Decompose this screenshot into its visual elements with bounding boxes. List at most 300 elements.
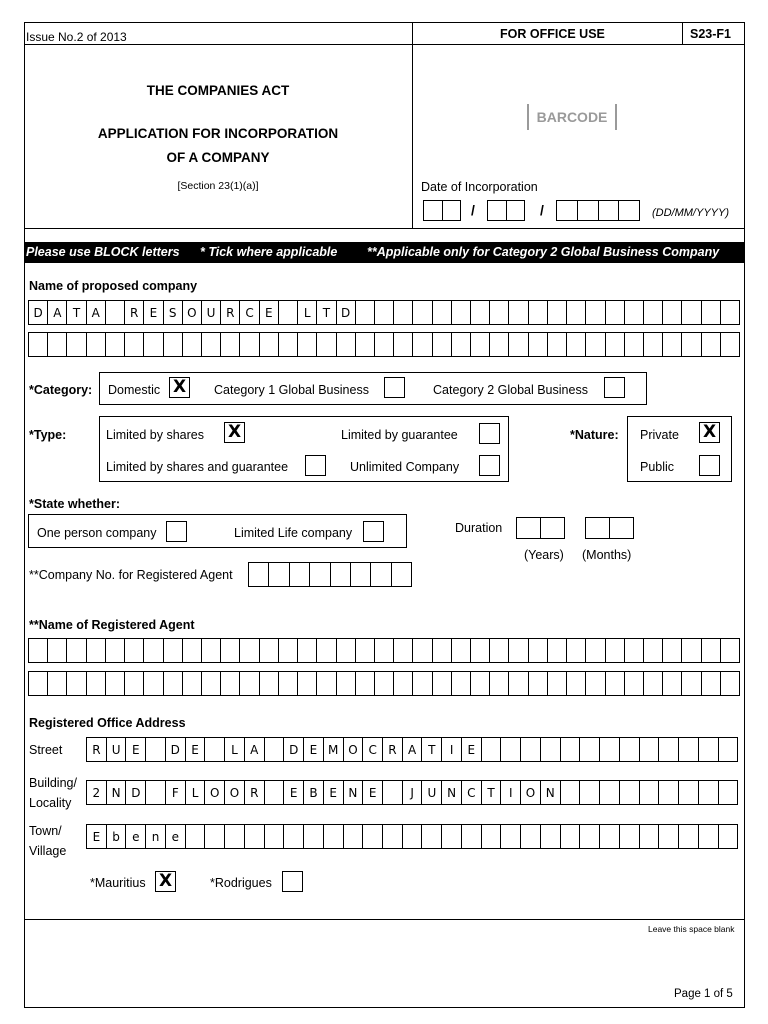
date-cell[interactable] <box>578 201 599 220</box>
char-box[interactable] <box>679 825 699 848</box>
char-box[interactable]: A <box>48 301 67 324</box>
char-box[interactable] <box>48 639 67 662</box>
char-box[interactable] <box>501 825 521 848</box>
date-cell[interactable] <box>619 201 639 220</box>
char-box[interactable] <box>580 781 600 804</box>
char-box[interactable] <box>452 301 471 324</box>
char-box[interactable] <box>606 301 625 324</box>
char-box[interactable] <box>567 301 586 324</box>
char-box[interactable] <box>221 333 240 356</box>
char-box[interactable] <box>719 781 738 804</box>
char-box[interactable]: E <box>363 781 383 804</box>
char-box[interactable] <box>413 301 432 324</box>
char-box[interactable] <box>721 333 739 356</box>
type-shares-guarantee-checkbox[interactable] <box>305 455 326 476</box>
char-box[interactable]: T <box>317 301 336 324</box>
duration-years-boxes[interactable] <box>516 517 565 539</box>
mauritius-label: *Mauritius <box>90 876 146 890</box>
char-box[interactable] <box>490 639 509 662</box>
char-box[interactable] <box>279 639 298 662</box>
char-box[interactable] <box>279 672 298 695</box>
char-box[interactable]: E <box>186 738 206 761</box>
char-box[interactable] <box>265 781 285 804</box>
char-box[interactable] <box>164 333 183 356</box>
char-box[interactable] <box>125 672 144 695</box>
date-cell[interactable] <box>424 201 443 220</box>
char-box[interactable] <box>702 639 721 662</box>
nature-public-checkbox[interactable] <box>699 455 720 476</box>
char-box[interactable] <box>529 301 548 324</box>
char-box[interactable] <box>682 333 701 356</box>
char-box[interactable] <box>183 333 202 356</box>
char-box[interactable]: C <box>363 738 383 761</box>
char-box[interactable] <box>699 781 719 804</box>
char-box[interactable] <box>125 639 144 662</box>
char-box[interactable] <box>394 301 413 324</box>
char-box[interactable]: F <box>166 781 186 804</box>
rodrigues-checkbox[interactable] <box>282 871 303 892</box>
date-cell[interactable] <box>507 201 525 220</box>
char-box[interactable]: E <box>144 301 163 324</box>
duration-cell[interactable] <box>586 518 610 538</box>
char-box[interactable]: O <box>521 781 541 804</box>
char-box[interactable] <box>509 301 528 324</box>
char-box[interactable] <box>586 672 605 695</box>
char-box[interactable] <box>394 639 413 662</box>
char-box[interactable] <box>279 301 298 324</box>
char-box[interactable] <box>284 825 304 848</box>
char-box[interactable] <box>625 672 644 695</box>
char-box[interactable] <box>144 333 163 356</box>
date-cell[interactable] <box>488 201 507 220</box>
char-box[interactable] <box>702 333 721 356</box>
char-box[interactable] <box>640 781 660 804</box>
char-box[interactable] <box>356 672 375 695</box>
char-box[interactable] <box>682 301 701 324</box>
char-box[interactable] <box>586 639 605 662</box>
char-box[interactable]: C <box>240 301 259 324</box>
char-box[interactable] <box>721 672 739 695</box>
char-box[interactable]: I <box>501 781 521 804</box>
char-box[interactable] <box>721 639 739 662</box>
char-box[interactable] <box>106 639 125 662</box>
char-box[interactable] <box>620 825 640 848</box>
char-box[interactable] <box>659 738 679 761</box>
char-box[interactable] <box>394 333 413 356</box>
char-box[interactable] <box>679 738 699 761</box>
char-box[interactable] <box>699 825 719 848</box>
char-box[interactable]: M <box>324 738 344 761</box>
char-box[interactable] <box>383 825 403 848</box>
char-box[interactable] <box>383 781 403 804</box>
char-box[interactable] <box>482 825 502 848</box>
char-box[interactable]: A <box>403 738 423 761</box>
char-box[interactable]: N <box>107 781 127 804</box>
char-box[interactable] <box>106 672 125 695</box>
char-box[interactable] <box>625 639 644 662</box>
duration-cell[interactable] <box>541 518 564 538</box>
char-box[interactable] <box>29 672 48 695</box>
char-box[interactable] <box>146 738 166 761</box>
char-box[interactable] <box>644 639 663 662</box>
char-box[interactable]: R <box>245 781 265 804</box>
char-box[interactable] <box>644 301 663 324</box>
char-box[interactable]: O <box>225 781 245 804</box>
type-unlimited-checkbox[interactable] <box>479 455 500 476</box>
char-box[interactable] <box>67 639 86 662</box>
char-box[interactable]: E <box>126 738 146 761</box>
char-box[interactable] <box>490 672 509 695</box>
char-box[interactable]: E <box>87 825 107 848</box>
date-day-boxes[interactable] <box>423 200 461 221</box>
type-guarantee-checkbox[interactable] <box>479 423 500 444</box>
date-cell[interactable] <box>443 201 461 220</box>
char-box[interactable] <box>452 639 471 662</box>
char-box[interactable]: J <box>403 781 423 804</box>
char-box[interactable] <box>202 639 221 662</box>
char-box[interactable] <box>413 672 432 695</box>
type-shares-checkbox[interactable]: X <box>224 422 245 443</box>
char-box[interactable]: R <box>87 738 107 761</box>
agent-company-no-label: **Company No. for Registered Agent <box>29 568 233 582</box>
char-box[interactable] <box>586 301 605 324</box>
duration-months-boxes[interactable] <box>585 517 634 539</box>
char-box[interactable] <box>356 639 375 662</box>
char-box[interactable] <box>403 825 423 848</box>
company-name-row1[interactable] <box>28 300 740 325</box>
char-box[interactable] <box>392 563 411 586</box>
char-box[interactable] <box>471 333 490 356</box>
char-box[interactable]: R <box>383 738 403 761</box>
mauritius-checkbox[interactable]: X <box>155 871 176 892</box>
char-box[interactable] <box>337 672 356 695</box>
char-box[interactable] <box>433 672 452 695</box>
char-box[interactable]: U <box>107 738 127 761</box>
char-box[interactable] <box>106 333 125 356</box>
char-box[interactable] <box>433 301 452 324</box>
char-box[interactable] <box>462 825 482 848</box>
char-box[interactable] <box>521 825 541 848</box>
char-box[interactable] <box>548 672 567 695</box>
char-box[interactable]: A <box>245 738 265 761</box>
char-box[interactable] <box>48 672 67 695</box>
char-box[interactable] <box>663 639 682 662</box>
char-box[interactable] <box>561 781 581 804</box>
char-box[interactable] <box>331 563 351 586</box>
char-box[interactable] <box>620 738 640 761</box>
char-box[interactable] <box>471 672 490 695</box>
char-box[interactable] <box>265 738 285 761</box>
char-box[interactable] <box>541 738 561 761</box>
char-box[interactable]: N <box>344 781 364 804</box>
char-box[interactable]: E <box>462 738 482 761</box>
char-box[interactable] <box>682 639 701 662</box>
char-box[interactable] <box>625 301 644 324</box>
category-1-checkbox[interactable] <box>384 377 405 398</box>
limited-life-checkbox[interactable] <box>363 521 384 542</box>
limited-life-label: Limited Life company <box>234 526 353 540</box>
char-box[interactable] <box>304 825 324 848</box>
char-box[interactable] <box>501 738 521 761</box>
date-cell[interactable] <box>557 201 578 220</box>
char-box[interactable] <box>422 825 442 848</box>
char-box[interactable] <box>721 301 739 324</box>
char-box[interactable]: 2 <box>87 781 107 804</box>
char-box[interactable] <box>205 825 225 848</box>
char-box[interactable] <box>144 672 163 695</box>
char-box[interactable]: O <box>344 738 364 761</box>
char-box[interactable] <box>375 672 394 695</box>
char-box[interactable]: B <box>304 781 324 804</box>
char-box[interactable]: I <box>442 738 462 761</box>
char-box[interactable] <box>260 672 279 695</box>
char-box[interactable] <box>240 672 259 695</box>
char-box[interactable]: D <box>166 738 186 761</box>
company-name-row2[interactable] <box>28 332 740 357</box>
char-box[interactable]: b <box>107 825 127 848</box>
char-box[interactable] <box>337 333 356 356</box>
char-box[interactable] <box>375 333 394 356</box>
char-box[interactable] <box>644 333 663 356</box>
agent-name-row1[interactable] <box>28 638 740 663</box>
char-box[interactable] <box>490 301 509 324</box>
char-box[interactable]: E <box>284 781 304 804</box>
char-box[interactable] <box>521 738 541 761</box>
char-box[interactable] <box>144 639 163 662</box>
char-box[interactable] <box>659 825 679 848</box>
act-title: THE COMPANIES ACT <box>146 83 290 98</box>
duration-cell[interactable] <box>610 518 633 538</box>
char-box[interactable] <box>606 639 625 662</box>
char-box[interactable] <box>240 333 259 356</box>
char-box[interactable] <box>561 738 581 761</box>
char-box[interactable]: D <box>29 301 48 324</box>
char-box[interactable]: S <box>164 301 183 324</box>
char-box[interactable] <box>561 825 581 848</box>
char-box[interactable] <box>186 825 206 848</box>
char-box[interactable]: C <box>462 781 482 804</box>
char-box[interactable] <box>567 333 586 356</box>
char-box[interactable] <box>452 672 471 695</box>
char-box[interactable] <box>442 825 462 848</box>
char-box[interactable] <box>221 672 240 695</box>
char-box[interactable] <box>183 672 202 695</box>
char-box[interactable] <box>202 672 221 695</box>
char-box[interactable] <box>625 333 644 356</box>
nature-public-label: Public <box>640 460 675 474</box>
char-box[interactable] <box>548 333 567 356</box>
char-box[interactable] <box>586 333 605 356</box>
char-box[interactable] <box>482 738 502 761</box>
char-box[interactable] <box>317 639 336 662</box>
char-box[interactable] <box>471 639 490 662</box>
char-box[interactable] <box>260 639 279 662</box>
char-box[interactable] <box>682 672 701 695</box>
agent-company-no-boxes[interactable] <box>248 562 412 587</box>
char-box[interactable] <box>29 639 48 662</box>
char-box[interactable] <box>317 672 336 695</box>
char-box[interactable]: N <box>442 781 462 804</box>
char-box[interactable]: R <box>221 301 240 324</box>
char-box[interactable] <box>600 825 620 848</box>
char-box[interactable] <box>663 301 682 324</box>
char-box[interactable] <box>298 333 317 356</box>
char-box[interactable] <box>679 781 699 804</box>
char-box[interactable]: R <box>125 301 144 324</box>
char-box[interactable] <box>371 563 391 586</box>
char-box[interactable] <box>413 333 432 356</box>
char-box[interactable] <box>541 825 561 848</box>
char-box[interactable] <box>202 333 221 356</box>
char-box[interactable] <box>337 639 356 662</box>
town-boxes[interactable] <box>86 824 738 849</box>
char-box[interactable]: T <box>67 301 86 324</box>
char-box[interactable] <box>580 738 600 761</box>
char-box[interactable] <box>663 333 682 356</box>
char-box[interactable] <box>249 563 269 586</box>
category-domestic-checkbox[interactable]: X <box>169 377 190 398</box>
char-box[interactable] <box>719 738 738 761</box>
char-box[interactable]: U <box>422 781 442 804</box>
street-boxes[interactable] <box>86 737 738 762</box>
char-box[interactable] <box>606 333 625 356</box>
char-box[interactable] <box>640 825 660 848</box>
char-box[interactable] <box>529 672 548 695</box>
char-box[interactable] <box>719 825 738 848</box>
char-box[interactable] <box>471 301 490 324</box>
char-box[interactable] <box>106 301 125 324</box>
char-box[interactable] <box>433 333 452 356</box>
char-box[interactable]: D <box>337 301 356 324</box>
char-box[interactable] <box>298 639 317 662</box>
char-box[interactable] <box>240 639 259 662</box>
char-box[interactable] <box>221 639 240 662</box>
char-box[interactable]: O <box>205 781 225 804</box>
char-box[interactable]: E <box>304 738 324 761</box>
char-box[interactable] <box>146 781 166 804</box>
char-box[interactable]: E <box>324 781 344 804</box>
char-box[interactable] <box>67 333 86 356</box>
nature-private-checkbox[interactable]: X <box>699 422 720 443</box>
char-box[interactable] <box>344 825 364 848</box>
char-box[interactable] <box>310 563 330 586</box>
char-box[interactable]: e <box>166 825 186 848</box>
char-box[interactable]: T <box>482 781 502 804</box>
char-box[interactable] <box>225 825 245 848</box>
char-box[interactable] <box>567 672 586 695</box>
char-box[interactable] <box>351 563 371 586</box>
char-box[interactable] <box>509 672 528 695</box>
char-box[interactable] <box>317 333 336 356</box>
char-box[interactable] <box>452 333 471 356</box>
char-box[interactable] <box>87 639 106 662</box>
char-box[interactable] <box>663 672 682 695</box>
building-boxes[interactable] <box>86 780 738 805</box>
char-box[interactable] <box>356 301 375 324</box>
char-box[interactable] <box>375 301 394 324</box>
char-box[interactable] <box>548 639 567 662</box>
char-box[interactable] <box>490 333 509 356</box>
char-box[interactable] <box>702 301 721 324</box>
type-guarantee-label: Limited by guarantee <box>341 428 458 442</box>
char-box[interactable] <box>87 672 106 695</box>
char-box[interactable] <box>644 672 663 695</box>
date-month-boxes[interactable] <box>487 200 525 221</box>
char-box[interactable]: D <box>126 781 146 804</box>
char-box[interactable] <box>394 672 413 695</box>
char-box[interactable] <box>290 563 310 586</box>
char-box[interactable] <box>580 825 600 848</box>
char-box[interactable]: L <box>225 738 245 761</box>
char-box[interactable] <box>260 333 279 356</box>
char-box[interactable] <box>699 738 719 761</box>
char-box[interactable] <box>600 781 620 804</box>
char-box[interactable] <box>529 333 548 356</box>
char-box[interactable] <box>125 333 144 356</box>
char-box[interactable] <box>433 639 452 662</box>
char-box[interactable]: E <box>260 301 279 324</box>
char-box[interactable] <box>529 639 548 662</box>
char-box[interactable]: e <box>126 825 146 848</box>
duration-cell[interactable] <box>517 518 541 538</box>
one-person-checkbox[interactable] <box>166 521 187 542</box>
char-box[interactable] <box>600 738 620 761</box>
char-box[interactable] <box>183 639 202 662</box>
char-box[interactable] <box>29 333 48 356</box>
char-box[interactable] <box>567 639 586 662</box>
char-box[interactable]: O <box>183 301 202 324</box>
char-box[interactable] <box>659 781 679 804</box>
char-box[interactable] <box>164 672 183 695</box>
char-box[interactable]: L <box>186 781 206 804</box>
char-box[interactable]: A <box>87 301 106 324</box>
char-box[interactable] <box>356 333 375 356</box>
char-box[interactable]: T <box>422 738 442 761</box>
char-box[interactable] <box>324 825 344 848</box>
char-box[interactable] <box>620 781 640 804</box>
char-box[interactable] <box>48 333 67 356</box>
char-box[interactable] <box>67 672 86 695</box>
date-year-boxes[interactable] <box>556 200 640 221</box>
char-box[interactable] <box>413 639 432 662</box>
char-box[interactable] <box>269 563 289 586</box>
category-2-checkbox[interactable] <box>604 377 625 398</box>
date-cell[interactable] <box>599 201 620 220</box>
char-box[interactable] <box>509 333 528 356</box>
char-box[interactable] <box>298 672 317 695</box>
char-box[interactable] <box>279 333 298 356</box>
agent-name-row2[interactable] <box>28 671 740 696</box>
char-box[interactable] <box>640 738 660 761</box>
char-box[interactable]: N <box>541 781 561 804</box>
char-box[interactable] <box>548 301 567 324</box>
one-person-label: One person company <box>37 526 157 540</box>
char-box[interactable] <box>164 639 183 662</box>
char-box[interactable] <box>265 825 285 848</box>
char-box[interactable]: D <box>284 738 304 761</box>
char-box[interactable] <box>205 738 225 761</box>
char-box[interactable] <box>375 639 394 662</box>
char-box[interactable] <box>87 333 106 356</box>
char-box[interactable] <box>245 825 265 848</box>
char-box[interactable] <box>509 639 528 662</box>
char-box[interactable]: U <box>202 301 221 324</box>
char-box[interactable]: n <box>146 825 166 848</box>
char-box[interactable]: L <box>298 301 317 324</box>
char-box[interactable] <box>363 825 383 848</box>
char-box[interactable] <box>702 672 721 695</box>
char-box[interactable] <box>606 672 625 695</box>
